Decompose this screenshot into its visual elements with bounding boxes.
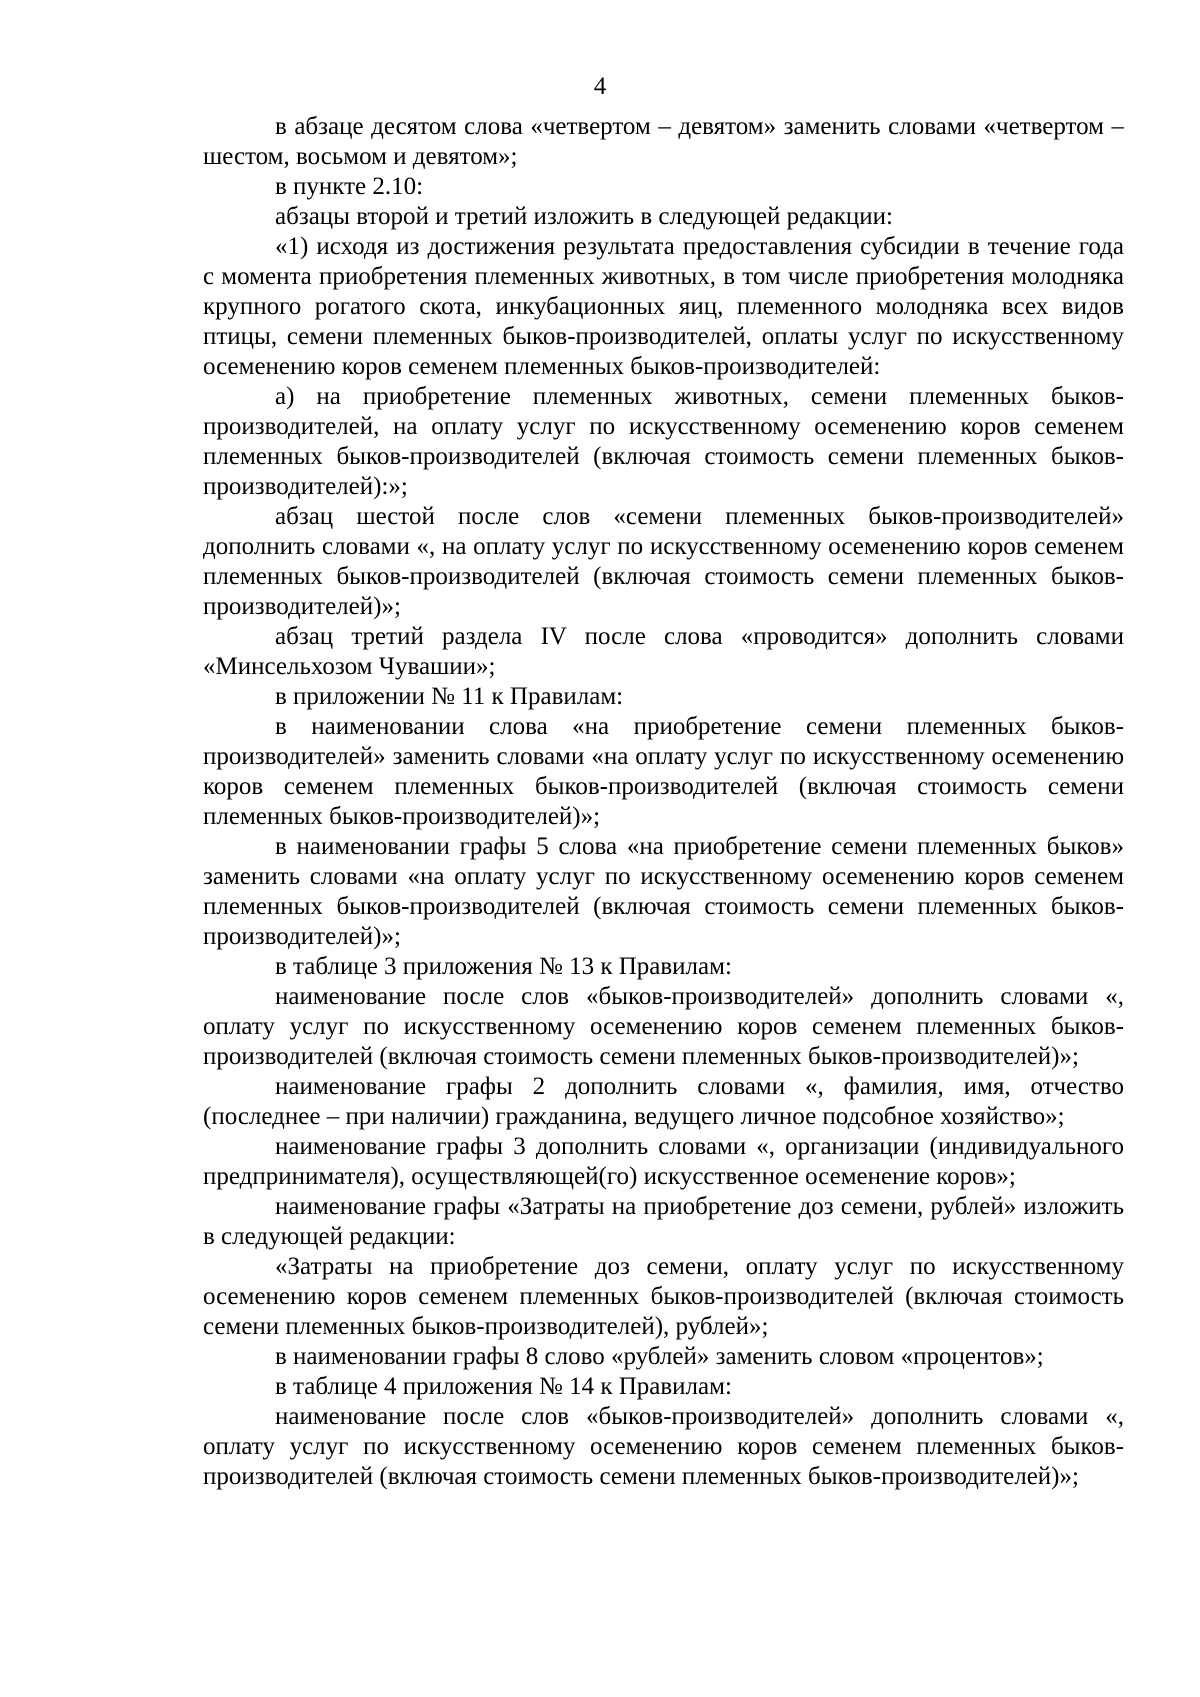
paragraph-5: а) на приобретение племенных животных, семени племенных быков-производителей, на оплату услуг по искусственному осеменению коров семенем племенных быков-производителей (включая стоимость семени племенных быков-производителей):»; bbox=[203, 383, 1124, 500]
paragraph-4: «1) исходя из достижения результата предоставления субсидии в течение года с момента приобретения племенных животных, в том числе приобретения молодняка крупного рогатого скота, инкубационных яиц, племенного молодняка всех видов птицы, семени племенных быков-производителей, оплаты услуг по искусственному осеменению коров семенем племенных быков-производителей: bbox=[203, 233, 1124, 380]
paragraph-18: в таблице 4 приложения № 14 к Правилам: bbox=[275, 1373, 732, 1400]
paragraph-1: в абзаце десятом слова «четвертом – девятом» заменить словами «четвертом – шестом, восьмом и девятом»; bbox=[203, 113, 1124, 170]
paragraph-16: «Затраты на приобретение доз семени, оплату услуг по искусственному осеменению коров семенем племенных быков-производителей (включая стоимость семени племенных быков-производителей), рублей»; bbox=[203, 1253, 1124, 1340]
paragraph-15: наименование графы «Затраты на приобретение доз семени, рублей» изложить в следующей редакции: bbox=[203, 1193, 1124, 1250]
paragraph-17: в наименовании графы 8 слово «рублей» заменить словом «процентов»; bbox=[275, 1343, 1044, 1370]
paragraph-7: абзац третий раздела IV после слова «проводится» дополнить словами «Минсельхозом Чувашии»; bbox=[203, 623, 1124, 680]
paragraph-11: в таблице 3 приложения № 13 к Правилам: bbox=[275, 953, 732, 980]
paragraph-19: наименование после слов «быков-производителей» дополнить словами «, оплату услуг по искусственному осеменению коров семенем племенных быков-производителей (включая стоимость семени племенных быков-производителей)»; bbox=[203, 1403, 1124, 1490]
paragraph-2: в пункте 2.10: bbox=[275, 173, 424, 200]
paragraph-9: в наименовании слова «на приобретение семени племенных быков-производителей» заменить словами «на оплату услуг по искусственному осеменению коров семенем племенных быков-производителей (включая стоимость семени племенных быков-производителей)»; bbox=[203, 713, 1124, 830]
paragraph-12: наименование после слов «быков-производителей» дополнить словами «, оплату услуг по искусственному осеменению коров семенем племенных быков-производителей (включая стоимость семени племенных быков-производителей)»; bbox=[203, 983, 1124, 1070]
paragraph-3: абзацы второй и третий изложить в следующей редакции: bbox=[275, 203, 893, 230]
document-body bbox=[203, 112, 1124, 1492]
page-number: 4 bbox=[593, 73, 607, 100]
paragraph-8: в приложении № 11 к Правилам: bbox=[275, 683, 624, 710]
paragraph-10: в наименовании графы 5 слова «на приобретение семени племенных быков» заменить словами «на оплату услуг по искусственному осеменению коров семенем племенных быков-производителей (включая стоимость семени племенных быков-производителей)»; bbox=[203, 833, 1124, 950]
paragraph-6: абзац шестой после слов «семени племенных быков-производителей» дополнить словами «, на оплату услуг по искусственному осеменению коров семенем племенных быков-производителей (включая стоимость семени племенных быков-производителей)»; bbox=[203, 503, 1124, 620]
paragraph-13: наименование графы 2 дополнить словами «, фамилия, имя, отчество (последнее – при наличии) гражданина, ведущего личное подсобное хозяйство»; bbox=[203, 1073, 1124, 1130]
paragraph-14: наименование графы 3 дополнить словами «, организации (индивидуального предпринимателя), осуществляющей(го) искусственное осеменение коров»; bbox=[203, 1133, 1124, 1190]
